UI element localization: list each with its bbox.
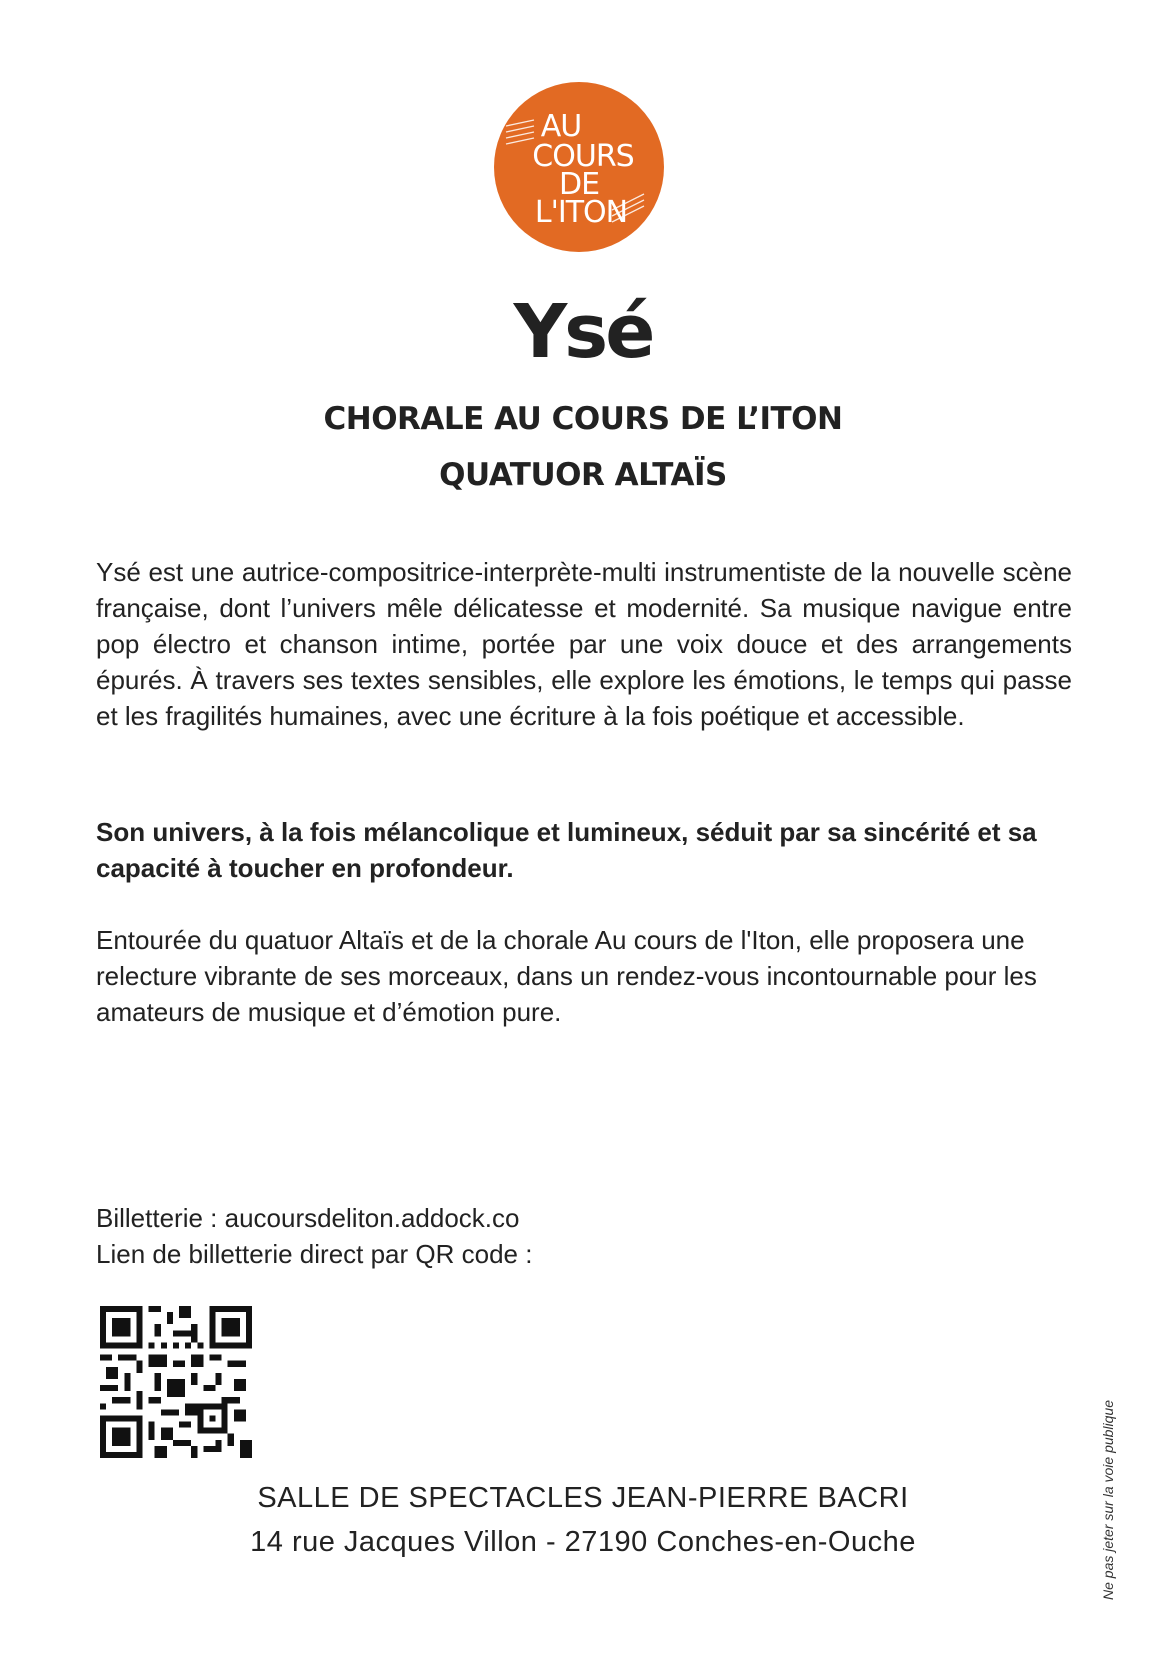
side-note: Ne pas jeter sur la voie publique	[1100, 1399, 1116, 1600]
highlight-paragraph: Son univers, à la fois mélancolique et lumineux, séduit par sa sincérité et sa capacité à toucher en profondeur.	[96, 817, 1037, 883]
ticketing-link-text: Billetterie : aucoursdeliton.addock.co	[96, 1203, 520, 1233]
logo-text-line-1: AU	[540, 109, 582, 144]
qr-code-caption: Lien de billetterie direct par QR code :	[96, 1239, 533, 1269]
logo-text-line-4: L'ITON	[534, 195, 628, 230]
logo-text-line-3: DE	[558, 167, 600, 202]
intro-paragraph: Ysé est une autrice-compositrice-interprète-multi instrumentiste de la nouvelle scène française, dont l’univers mêle délicatesse et modernité. Sa musique navigue entre pop électro et chanson intime, portée par une voix douce et des arrangements épurés. À travers ses textes sensibles, elle explore les émotions, le temps qui passe et les fragilités humaines, avec une écriture à la fois poétique et accessible.	[96, 557, 1072, 731]
qr-code[interactable]	[100, 1306, 252, 1458]
page-title: Ysé	[513, 289, 653, 375]
logo-text-line-2: COURS	[532, 139, 634, 174]
venue-name: SALLE DE SPECTACLES JEAN-PIERRE BACRI	[257, 1482, 909, 1514]
subtitle-quartet: QUATUOR ALTAÏS	[439, 457, 727, 493]
subtitle-choir: CHORALE AU COURS DE L’ITON	[323, 401, 843, 437]
logo	[494, 82, 664, 252]
closing-paragraph: Entourée du quatuor Altaïs et de la chorale Au cours de l'Iton, elle proposera une relecture vibrante de ses morceaux, dans un rendez-vous incontournable pour les amateurs de musique et d’émotion pure.	[96, 925, 1037, 1027]
venue-address: 14 rue Jacques Villon - 27190 Conches-en-Ouche	[250, 1526, 916, 1558]
